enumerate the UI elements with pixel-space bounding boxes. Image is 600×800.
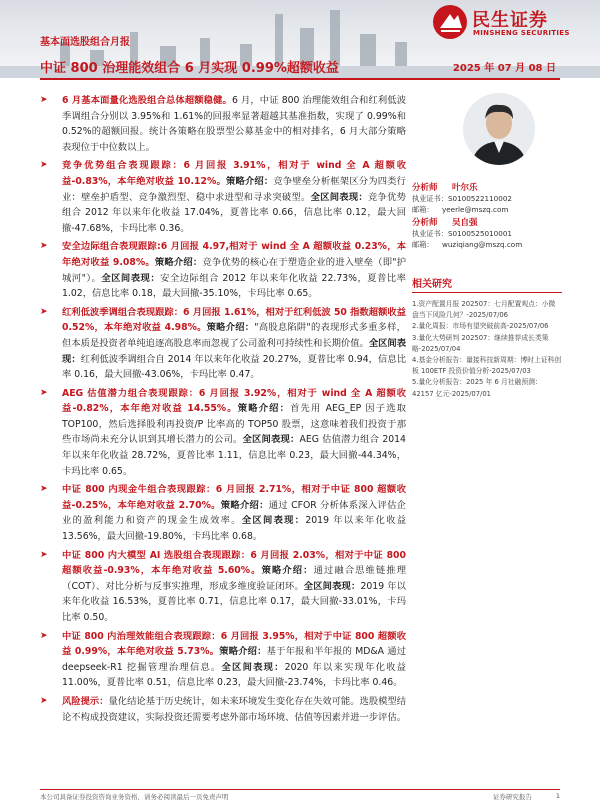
bullet-label: 策略介绍： xyxy=(154,256,203,268)
related-research-heading: 相关研究 xyxy=(412,275,562,293)
bullet-arrow-icon: ➤ xyxy=(40,695,48,706)
bullet-arrow-icon: ➤ xyxy=(40,630,48,641)
bullet-arrow-icon: ➤ xyxy=(40,387,48,398)
bullet-text: 安全边际组合 2012 年以来年化收益 22.73%，夏普比率 1.02，信息比率 0.18，最大回撤-35.10%，卡玛比率 0.65。 xyxy=(62,272,406,300)
bullet-label: 策略介绍： xyxy=(261,565,314,577)
analyst-info xyxy=(412,180,562,250)
bullet-label: 全区间表现： xyxy=(242,434,300,446)
related-research-list xyxy=(412,299,562,400)
bullet-text: 首先用 AEG_EP 因子选取 TOP100，然后选择股利再投资/P 比率高的 TOP50 股票，这意味着我们投资于那些市场尚未充分认识到其增长潜力的公司。 xyxy=(62,403,406,446)
bullet-arrow-icon: ➤ xyxy=(40,484,48,495)
summary-bullet xyxy=(40,158,406,236)
related-research xyxy=(412,275,562,400)
footer-disclaimer: 本公司具备证券投资咨询业务资格，请务必阅读最后一页免责声明 xyxy=(40,793,229,800)
analyst-email[interactable]: wuziqiang@mszq.com xyxy=(442,240,523,249)
analyst-name: 吴自强 xyxy=(452,217,478,228)
report-tag: 基本面选股组合月报 xyxy=(40,37,130,48)
related-research-item[interactable]: 4.基金分析报告：量接科技新周期：博时上证科创板 100ETF 投资价值分析-2025/07/03 xyxy=(412,356,562,376)
summary-bullet xyxy=(40,482,406,544)
bullet-label: 策略介绍： xyxy=(206,322,255,334)
bullet-label: 全区间表现： xyxy=(221,661,285,673)
bullet-label: 策略介绍： xyxy=(220,499,269,511)
analyst-email[interactable]: yeerle@mszq.com xyxy=(442,205,509,214)
analyst-photo xyxy=(463,93,535,165)
summary-bullet xyxy=(40,386,406,480)
related-research-item[interactable]: 5.量化分析报告：2025 年 6 月社融预测：42157 亿元-2025/07/01 xyxy=(412,378,542,398)
bullet-text: 红利低波季调组合自 2014 年以来年化收益 20.27%，夏普比率 0.94，信息比率 0.16，最大回撤-43.06%，卡玛比率 0.47。 xyxy=(62,353,406,381)
summary-bullet xyxy=(40,239,406,301)
bullet-text: 竞争优势组合 2012 年以来年化收益 17.04%，夏普比率 0.66，信息比率 0.12，最大回撤-47.68%，卡玛比率 0.36。 xyxy=(62,191,406,234)
bullet-text: 2019 年以来年化收益 16.53%，夏普比率 0.71，信息比率 0.17，最大回撤-33.01%，卡玛比率 0.50。 xyxy=(62,580,406,623)
bullet-text: 通过 CFOR 分析体系深入评估企业的盈利能力和资产的现金生成效率。 xyxy=(62,499,406,527)
related-research-item[interactable]: 2.量化周报：市场有望突破前高-2025/07/06 xyxy=(412,322,549,331)
bullet-headline: 中证 800 内现金牛组合表现跟踪：6 月回报 2.71%，相对于中证 800 超额收益-0.25%，本年绝对收益 2.70%。 xyxy=(62,484,406,511)
person-portrait-icon xyxy=(463,93,535,165)
bullet-arrow-icon: ➤ xyxy=(40,241,48,252)
report-title: 中证 800 治理能效组合 6 月实现 0.99%超额收益 xyxy=(40,61,339,76)
header-divider xyxy=(40,78,560,80)
bullet-text: 竞争优势的核心在于塑造企业的进入壁垒（即"护城河"）。 xyxy=(62,256,406,284)
bullet-label: 全区间表现： xyxy=(62,337,407,365)
bullet-label: 全区间表现： xyxy=(303,580,361,592)
related-research-item[interactable]: 3.量化大势研判 202507：继续推荐成长类策略-2025/07/04 xyxy=(412,333,549,353)
summary-bullet xyxy=(40,548,406,626)
summary-bullet xyxy=(40,694,406,725)
bullet-text: 通过融合思维链推理（COT）、对比分析与反事实推理，形成多维度验证闭环。 xyxy=(62,565,406,592)
logo-text-en: MINSHENG SECURITIES xyxy=(473,29,570,37)
page-footer xyxy=(40,789,560,800)
email-label: 邮箱： xyxy=(412,239,434,249)
analyst-role: 分析师 xyxy=(412,217,438,228)
company-logo xyxy=(432,4,592,46)
cert-label: 执业证书： xyxy=(412,193,448,203)
bullet-headline: AEG 估值潜力组合表现跟踪：6 月回报 3.92%，相对于 wind 全 A 超额收益-0.82%，本年绝对收益 14.55%。 xyxy=(62,387,406,415)
analyst-cert: S0100525010001 xyxy=(447,229,512,238)
bullet-headline: 风险提示： xyxy=(62,695,109,707)
summary-bullet xyxy=(40,629,406,691)
summary-bullet xyxy=(40,305,406,383)
bullet-label: 策略介绍： xyxy=(219,646,267,658)
bullet-label: 策略介绍： xyxy=(225,175,274,187)
analyst-role: 分析师 xyxy=(412,182,438,193)
bullet-text: 基于年报和半年报的 MD&A 通过 deepseek-R1 挖掘管理治理信息。 xyxy=(62,646,406,673)
footer-report-type: 证券研究报告 xyxy=(492,793,532,800)
email-label: 邮箱： xyxy=(412,204,434,214)
bullet-headline: 竞争优势组合表现跟踪：6 月回报 3.91%，相对于 wind 全 A 超额收益-0.83%，本年绝对收益 10.12%。 xyxy=(62,160,406,187)
bullet-label: 全区间表现： xyxy=(101,272,161,284)
bullet-text: 6 月，中证 800 治理能效组合和红利低波季调组合分别以 3.95%和 1.61%的回报率显著超越其基准指数，实现了 0.99%和 0.52%的超额回报。统计各策略在股票型公募基金中的相对排名，6 月大部分策略表现位于中位数以上。 xyxy=(62,95,406,153)
bullet-arrow-icon: ➤ xyxy=(40,549,48,560)
bullet-label: 全区间表现： xyxy=(310,191,368,203)
summary-bullet xyxy=(40,93,406,155)
page-number: 1 xyxy=(555,792,560,800)
bullet-arrow-icon: ➤ xyxy=(40,160,48,171)
bullet-text: 2020 年以来实现年化收益 11.00%，夏普比率 0.51，信息比率 0.23，最大回撤-23.74%，卡玛比率 0.46。 xyxy=(62,661,406,689)
bullet-text: AEG 估值潜力组合 2014 年以来年化收益 28.72%，夏普比率 1.11，信息比率 0.23，最大回撤-44.34%，卡玛比率 0.65。 xyxy=(62,434,406,477)
logo-text-cn: 民生证券 xyxy=(472,10,548,31)
bullet-headline: 安全边际组合表现跟踪:6 月回报 4.97,相对于 wind 全 A 超额收益 0.23%，本年绝对收益 9.08%。 xyxy=(62,241,406,268)
bullet-arrow-icon: ➤ xyxy=(40,306,48,317)
analyst-name: 叶尔乐 xyxy=(452,182,478,193)
bullet-label: 全区间表现： xyxy=(241,515,306,527)
bullet-text: 量化结论基于历史统计，如未来环境发生变化存在失效可能。选股模型结论不构成投资建议，实际投资还需要考虑外部市场环境、估值等因素并进一步评估。 xyxy=(62,695,407,723)
bullet-headline: 6 月基本面量化选股组合总体超额稳健。 xyxy=(62,95,232,106)
bullet-arrow-icon: ➤ xyxy=(40,95,48,105)
logo-mark-icon xyxy=(432,4,468,40)
analyst-cert: S0100522110002 xyxy=(447,194,512,203)
bullet-text: 竞争壁垒分析框架区分为四类行业：壁垒护盾型、竞争激烈型、稳中求进型和寻求突破型。 xyxy=(62,175,406,203)
bullet-headline: 中证 800 内治理效能组合表现跟踪：6 月回报 3.95%，相对于中证 800 超额收益 0.99%，本年绝对收益 5.73%。 xyxy=(62,630,406,658)
bullet-text: "高股息陷阱"的表现形式多重多样，但本质是投资者单纯追逐高股息率而忽视了公司盈利可持续性和长期价值。 xyxy=(62,322,406,349)
header-banner xyxy=(0,0,600,78)
bullet-headline: 红利低波季调组合表现跟踪：6 月回报 1.61%，相对于红利低波 50 指数超额收益 0.52%，本年绝对收益 4.98%。 xyxy=(62,306,406,334)
bullet-text: 2019 年以来年化收益 13.56%，最大回撤-19.80%，卡玛比率 0.68。 xyxy=(62,515,406,543)
summary-bullets xyxy=(40,93,406,728)
bullet-headline: 中证 800 内大模型 AI 选股组合表现跟踪：6 月回报 2.03%，相对于中证 800 超额收益-0.93%，本年绝对收益 5.60%。 xyxy=(62,549,406,577)
related-research-item[interactable]: 1.资产配置月报 202507：七月配置观点：小微盘当下风险几何？-2025/07/06 xyxy=(412,300,556,320)
cert-label: 执业证书： xyxy=(412,228,448,238)
bullet-label: 策略介绍： xyxy=(237,403,291,415)
report-date: 2025 年 07 月 08 日 xyxy=(452,63,556,74)
